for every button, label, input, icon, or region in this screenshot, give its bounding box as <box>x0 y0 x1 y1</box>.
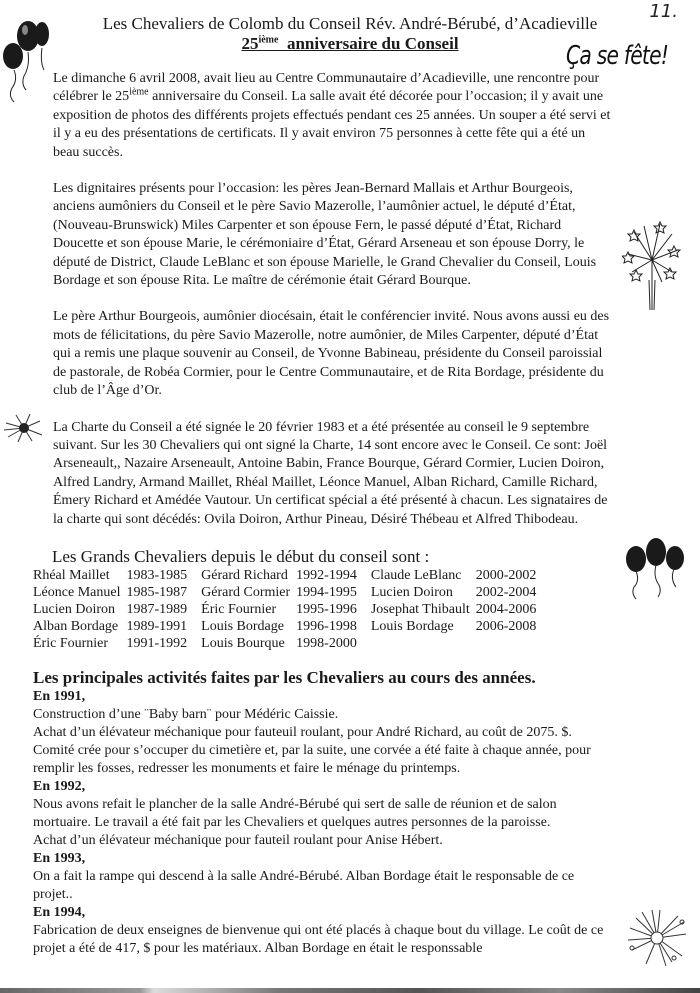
knight-name: Gérard Cormier <box>201 584 291 600</box>
knight-years: 1996-1998 <box>296 618 357 634</box>
table-row <box>33 618 542 635</box>
knight-years: 1983-1985 <box>126 567 188 583</box>
activities-title: Les principales activités faites par les Chevaliers au cours des années. <box>33 667 536 687</box>
activity-year: En 1991, <box>33 688 86 704</box>
grand-knights-title: Les Grands Chevaliers depuis le début du conseil sont : <box>52 546 430 566</box>
knight-years: 1994-1995 <box>296 584 357 600</box>
page-number: 11. <box>649 1 678 22</box>
knight-name: Alban Bordage <box>33 618 119 634</box>
knight-name: Louis Bordage <box>201 618 284 634</box>
activity-item: Achat d’un élévateur méchanique pour fauteuil roulant, pour André Richard, au coût de 2075. $. <box>33 724 572 740</box>
knight-years: 2004-2006 <box>475 601 537 617</box>
knight-years: 1989-1991 <box>126 618 188 634</box>
knight-years: 1998-2000 <box>296 635 357 651</box>
knight-name: Louis Bourque <box>201 635 285 651</box>
paragraph-speakers: Le père Arthur Bourgeois, aumônier diocésain, était le conférencier invité. Nous avons aussi eu des mots de félicitations, du père Savio Mazerolle, notre aumônier, de Miles Carpenter, député d’État qui a remis une plaque souvenir au Conseil, de Yvonne Babineau, présidente du Conseil paroissial de pastorale, de Robéa Cormier, pour le Centre Communautaire, et de Rita Bordage, présidente du club de l’Âge d’Or. <box>53 309 610 399</box>
knight-name: Éric Fournier <box>33 635 109 651</box>
knight-name: Gérard Richard <box>201 567 288 583</box>
activity-year: En 1992, <box>33 778 86 794</box>
tagline: Ça se fête! <box>566 41 669 71</box>
activity-item: Achat d’un élévateur méchanique pour fauteil roulant pour Anise Hébert. <box>33 832 443 848</box>
intro-superscript: ième <box>129 86 149 98</box>
knight-name: Louis Bordage <box>370 618 454 634</box>
knight-name <box>371 635 476 652</box>
balloons-icon <box>622 537 688 607</box>
page-bottom-edge <box>0 988 700 993</box>
knight-name: Josephat Thibault <box>370 601 470 617</box>
subtitle-number: 25 <box>241 34 259 53</box>
table-row <box>33 601 542 618</box>
knight-years: 1995-1996 <box>296 601 357 617</box>
knight-years: 1991-1992 <box>126 635 188 651</box>
knight-years: 1987-1989 <box>126 601 188 617</box>
document-body <box>0 70 700 993</box>
knight-name: Éric Fournier <box>201 601 277 617</box>
activity-item: Nous avons refait le plancher de la salle André-Bérubé qui sert de salle de réunion et de salon mortuaire. Le travail a été fait par les Chevaliers et quelques autres personnes de la paroisse. <box>33 796 557 830</box>
knight-name: Lucien Doiron <box>33 601 116 617</box>
activity-item: Comité crée pour s’occuper du cimetière et, par la suite, une corvée a été faite à chaque année, pour remplir les fosses, redresser les monuments et faire le ménage du printemps. <box>33 742 591 776</box>
knight-years: 2002-2004 <box>475 584 537 600</box>
starburst-icon <box>626 908 688 968</box>
starburst-icon <box>4 413 44 443</box>
knight-years: 1985-1987 <box>126 584 188 600</box>
intro-text-a: Le dimanche 6 avril 2008, avait lieu au Centre Communautaire d’Acadieville, une rencontre pour célébrer le 25 <box>53 71 600 105</box>
table-row <box>33 584 542 601</box>
knight-years: 2000-2002 <box>475 567 537 583</box>
activity-year: En 1993, <box>33 850 86 866</box>
fireworks-icon <box>622 220 682 315</box>
knight-name: Rhéal Maillet <box>33 567 110 583</box>
activity-item: Fabrication de deux enseignes de bienvenue qui ont été placés à chaque bout du village. Le coût de ce projet a été de 417, $ pour les matériaux. Alban Bordage en était le responssable <box>33 922 604 956</box>
activity-year: En 1994, <box>33 904 86 920</box>
paragraph-charter: La Charte du Conseil a été signée le 20 février 1983 et a été présentée au conseil le 9 septembre suivant. Sur les 30 Chevaliers qui ont signé la Charte, 14 sont encore avec le Conseil. Ce sont: Joël Arseneault,, Nazaire Arseneault, Antoine Babin, France Bourque, Gérard Cormier, Lucien Doiron, Alfred Landry, Armand Maillet, Rhéal Maillet, Léonce Manuel, Alban Richard, Camille Richard, Émery Richard et Amédée Vautour. Un certificat spécial a été présenté à chacun. Les signataires de la charte qui sont décédés: Ovila Doiron, Arthur Pineau, Désiré Thébeau et Alfred Thibodeau. <box>53 419 608 527</box>
knight-name: Léonce Manuel <box>33 584 121 600</box>
knight-name: Lucien Doiron <box>370 584 453 600</box>
grand-knights-table <box>33 567 542 652</box>
activity-item: On a fait la rampe qui descend à la salle André-Bérubé. Alban Bordage était le responsable de ce projet.. <box>33 868 575 902</box>
table-row <box>33 567 542 584</box>
paragraph-dignitaries: Les dignitaires présents pour l’occasion: les pères Jean-Bernard Mallais et Arthur Bourgeois, anciens aumôniers du Conseil et le père Savio Mazerolle, l’aumônier actuel, le député d’État, (Nouveau-Brunswick) Miles Carpenter et son épouse Fern, le passé député d’État, Richard Doucette et son épouse Marie, le cérémoniaire d’État, Gérard Arseneau et son épouse Dorry, le député de District, Claude LeBlanc et son épouse Marielle, le Grand Chevalier du Conseil, Louis Bordage et son épouse Rita. Le maître de cérémonie était Gérard Bourque. <box>53 181 597 289</box>
table-row <box>33 635 542 652</box>
activity-item: Construction d’une ¨Baby barn¨ pour Médéric Caissie. <box>33 706 339 722</box>
knight-years <box>476 635 543 652</box>
paragraph-intro <box>53 70 613 162</box>
subtitle-superscript: ième <box>258 34 279 46</box>
activities-list <box>33 688 613 958</box>
page-header <box>0 0 700 70</box>
knight-name: Claude LeBlanc <box>370 567 462 583</box>
knight-years: 2006-2008 <box>475 618 537 634</box>
subtitle-text: anniversaire du Conseil <box>286 34 459 53</box>
knight-years: 1992-1994 <box>296 567 357 583</box>
intro-text-b: anniversaire du Conseil. La salle avait été décorée pour l’occasion; il y avait une exposition de photos des différents projets effectués pendant ces 25 années. Un souper a été servi et il y a eu des présentations de certificats. Il y avait environ 75 personnes à cette fête qui a été un beau succès. <box>53 89 611 160</box>
document-title: Les Chevaliers de Colomb du Conseil Rév. André-Bérubé, d’Acadieville <box>102 14 598 33</box>
